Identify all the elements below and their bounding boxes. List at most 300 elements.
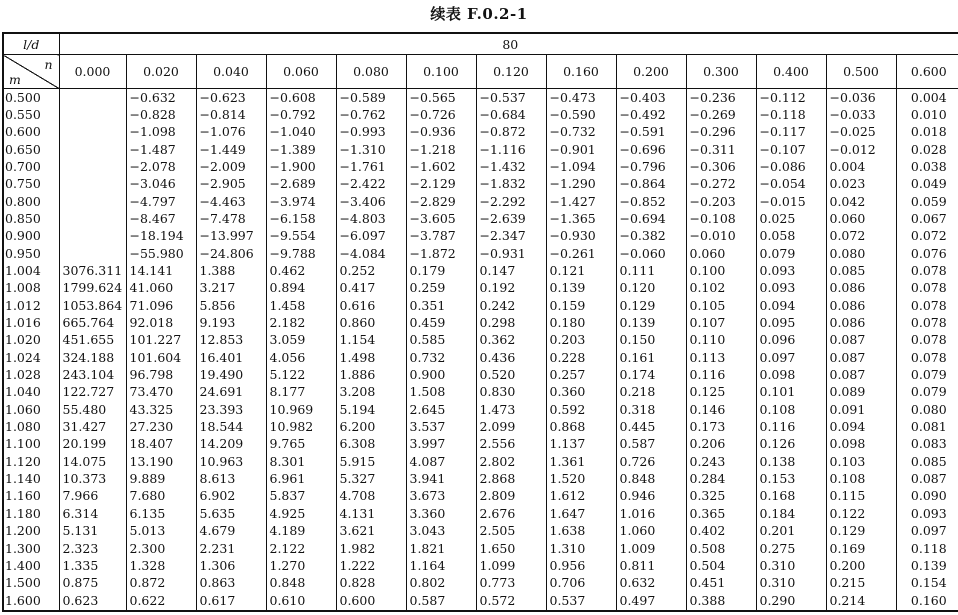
table-cell: 0.203 (546, 332, 616, 349)
n-value-header: 0.120 (476, 55, 546, 89)
table-body (3, 89, 958, 612)
table-cell: −0.726 (406, 106, 476, 123)
table-cell: 0.872 (126, 575, 196, 592)
table-cell: 0.436 (476, 349, 546, 366)
table-cell: 0.080 (896, 401, 958, 418)
table-cell: 0.215 (826, 575, 896, 592)
table-cell: 0.095 (756, 315, 826, 332)
table-cell: 1.473 (476, 401, 546, 418)
table-cell: 3.360 (406, 505, 476, 522)
table-cell: −0.086 (756, 158, 826, 175)
table-cell: −3.046 (126, 176, 196, 193)
table-cell: 0.732 (406, 349, 476, 366)
table-row (3, 505, 958, 522)
table-cell: 0.067 (896, 211, 958, 228)
table-cell: 3.208 (336, 384, 406, 401)
table-cell: 122.727 (59, 384, 126, 401)
table-cell: −0.623 (196, 89, 266, 107)
table-cell: −2.689 (266, 176, 336, 193)
table-cell: 0.129 (616, 297, 686, 314)
m-value-cell: 1.024 (3, 349, 59, 366)
table-cell: −0.203 (686, 193, 756, 210)
table-cell: −0.608 (266, 89, 336, 107)
table-cell: −1.094 (546, 158, 616, 175)
table-cell: 1.154 (336, 332, 406, 349)
m-value-cell: 0.950 (3, 245, 59, 262)
table-cell (59, 106, 126, 123)
table-cell: −0.269 (686, 106, 756, 123)
table-cell: 1.310 (546, 540, 616, 557)
table-cell: 0.023 (826, 176, 896, 193)
table-cell: 0.616 (336, 297, 406, 314)
table-cell: 0.078 (896, 280, 958, 297)
table-cell: 0.079 (896, 384, 958, 401)
table-cell: −3.406 (336, 193, 406, 210)
table-cell: −0.296 (686, 124, 756, 141)
table-cell: −2.129 (406, 176, 476, 193)
table-cell: 9.193 (196, 315, 266, 332)
table-cell: 96.798 (126, 367, 196, 384)
table-cell (59, 158, 126, 175)
table-cell: −0.015 (756, 193, 826, 210)
table-cell: 243.104 (59, 367, 126, 384)
table-cell: 9.765 (266, 436, 336, 453)
table-cell: 0.108 (756, 401, 826, 418)
table-cell: 0.179 (406, 263, 476, 280)
m-value-cell: 0.750 (3, 176, 59, 193)
table-cell (59, 89, 126, 107)
table-cell: 665.764 (59, 315, 126, 332)
table-cell: −3.605 (406, 211, 476, 228)
m-value-cell: 0.650 (3, 141, 59, 158)
table-cell: 0.161 (616, 349, 686, 366)
table-cell: 0.242 (476, 297, 546, 314)
table-cell: −1.761 (336, 158, 406, 175)
table-cell: 0.773 (476, 575, 546, 592)
table-row (3, 176, 958, 193)
table-cell: 0.462 (266, 263, 336, 280)
table-cell: 0.159 (546, 297, 616, 314)
table-cell: −2.422 (336, 176, 406, 193)
table-cell: 5.837 (266, 488, 336, 505)
table-cell: −0.796 (616, 158, 686, 175)
table-cell: 2.505 (476, 523, 546, 540)
table-cell: 3.673 (406, 488, 476, 505)
table-cell: 0.318 (616, 401, 686, 418)
table-row (3, 419, 958, 436)
table-cell: −1.832 (476, 176, 546, 193)
table-cell: 5.194 (336, 401, 406, 418)
table-cell: −2.347 (476, 228, 546, 245)
table-cell: 92.018 (126, 315, 196, 332)
table-cell (59, 176, 126, 193)
table-cell: 1.520 (546, 471, 616, 488)
table-cell: 0.848 (616, 471, 686, 488)
table-cell: 7.680 (126, 488, 196, 505)
m-value-cell: 1.180 (3, 505, 59, 522)
n-value-header: 0.040 (196, 55, 266, 89)
table-cell: 0.098 (756, 367, 826, 384)
table-row (3, 592, 958, 611)
table-cell: 0.086 (826, 297, 896, 314)
table-cell: −0.684 (476, 106, 546, 123)
table-row (3, 557, 958, 574)
table-cell: 0.087 (826, 332, 896, 349)
table-cell: 0.018 (896, 124, 958, 141)
m-value-cell: 1.080 (3, 419, 59, 436)
table-cell: 2.231 (196, 540, 266, 557)
table-cell: 0.089 (826, 384, 896, 401)
table-cell: 0.587 (406, 592, 476, 611)
table-cell: −2.009 (196, 158, 266, 175)
table-cell: −55.980 (126, 245, 196, 262)
table-cell: 2.645 (406, 401, 476, 418)
table-cell: −0.025 (826, 124, 896, 141)
table-cell: 0.058 (756, 228, 826, 245)
table-cell: −0.901 (546, 141, 616, 158)
table-cell: −0.814 (196, 106, 266, 123)
table-cell: −2.078 (126, 158, 196, 175)
table-cell: 1799.624 (59, 280, 126, 297)
table-cell: −0.492 (616, 106, 686, 123)
table-title: 续表 F.0.2-1 (430, 5, 528, 23)
table-cell: −2.639 (476, 211, 546, 228)
table-cell: −0.473 (546, 89, 616, 107)
m-value-cell: 1.060 (3, 401, 59, 418)
table-cell: 4.189 (266, 523, 336, 540)
table-cell: 0.113 (686, 349, 756, 366)
table-cell: 1.886 (336, 367, 406, 384)
table-cell: 0.091 (826, 401, 896, 418)
table-cell: −3.787 (406, 228, 476, 245)
table-cell: −0.591 (616, 124, 686, 141)
table-cell: 43.325 (126, 401, 196, 418)
m-value-cell: 1.020 (3, 332, 59, 349)
table-cell: 24.691 (196, 384, 266, 401)
table-cell: −3.974 (266, 193, 336, 210)
m-value-cell: 1.040 (3, 384, 59, 401)
table-cell (59, 228, 126, 245)
table-cell (59, 193, 126, 210)
table-cell: 0.537 (546, 592, 616, 611)
table-cell: −1.427 (546, 193, 616, 210)
table-cell: 0.072 (896, 228, 958, 245)
table-cell: 0.592 (546, 401, 616, 418)
table-cell: 73.470 (126, 384, 196, 401)
table-cell: 324.188 (59, 349, 126, 366)
table-row (3, 367, 958, 384)
table-cell: 0.610 (266, 592, 336, 611)
m-value-cell: 0.700 (3, 158, 59, 175)
table-cell: 4.679 (196, 523, 266, 540)
table-cell: 0.632 (616, 575, 686, 592)
table-cell: −0.012 (826, 141, 896, 158)
table-cell: 16.401 (196, 349, 266, 366)
table-cell: 0.078 (896, 315, 958, 332)
table-cell: 0.259 (406, 280, 476, 297)
table-cell: 4.087 (406, 453, 476, 470)
table-row (3, 297, 958, 314)
table-cell: 0.098 (826, 436, 896, 453)
table-cell: 0.946 (616, 488, 686, 505)
table-cell: 0.042 (826, 193, 896, 210)
table-cell: 10.373 (59, 471, 126, 488)
table-cell: −24.806 (196, 245, 266, 262)
table-row (3, 89, 958, 107)
table-cell: −1.290 (546, 176, 616, 193)
table-row (3, 158, 958, 175)
table-cell: 0.139 (546, 280, 616, 297)
table-cell: −4.797 (126, 193, 196, 210)
table-cell: 0.417 (336, 280, 406, 297)
table-cell: 71.096 (126, 297, 196, 314)
table-cell: 1.388 (196, 263, 266, 280)
n-value-header: 0.300 (686, 55, 756, 89)
table-cell: 0.010 (896, 106, 958, 123)
table-cell (59, 211, 126, 228)
m-value-cell: 1.300 (3, 540, 59, 557)
table-cell: 0.169 (826, 540, 896, 557)
table-cell: 0.116 (756, 419, 826, 436)
table-cell: 0.201 (756, 523, 826, 540)
table-cell: −13.997 (196, 228, 266, 245)
table-cell: 1.270 (266, 557, 336, 574)
table-cell: 0.085 (826, 263, 896, 280)
m-value-cell: 1.400 (3, 557, 59, 574)
n-value-header: 0.200 (616, 55, 686, 89)
table-cell: 0.508 (686, 540, 756, 557)
table-cell: 0.126 (756, 436, 826, 453)
m-n-diagonal-header (3, 55, 59, 89)
table-cell: 0.072 (826, 228, 896, 245)
table-cell: 0.192 (476, 280, 546, 297)
table-cell: 5.131 (59, 523, 126, 540)
table-cell: 5.635 (196, 505, 266, 522)
n-axis-label: n (44, 57, 53, 72)
table-cell: 0.060 (686, 245, 756, 262)
table-cell: 2.122 (266, 540, 336, 557)
table-cell: −0.762 (336, 106, 406, 123)
table-cell: −0.010 (686, 228, 756, 245)
table-cell: 0.623 (59, 592, 126, 611)
table-cell: 0.110 (686, 332, 756, 349)
table-cell: 0.122 (826, 505, 896, 522)
table-cell: 5.327 (336, 471, 406, 488)
table-cell: −0.306 (686, 158, 756, 175)
table-row (3, 384, 958, 401)
table-cell: 1.458 (266, 297, 336, 314)
table-cell: 0.894 (266, 280, 336, 297)
table-cell: 0.116 (686, 367, 756, 384)
table-row (3, 349, 958, 366)
table-cell: 0.085 (896, 453, 958, 470)
table-cell: 0.362 (476, 332, 546, 349)
table-cell: −1.365 (546, 211, 616, 228)
table-cell: −0.537 (476, 89, 546, 107)
table-cell: 0.956 (546, 557, 616, 574)
table-cell: 1.982 (336, 540, 406, 557)
table-cell: 0.086 (826, 315, 896, 332)
table-cell: 5.013 (126, 523, 196, 540)
m-value-cell: 0.850 (3, 211, 59, 228)
ld-header-label: l/d (3, 33, 59, 55)
table-cell: 0.129 (826, 523, 896, 540)
table-cell: 0.093 (896, 505, 958, 522)
table-cell: 1.821 (406, 540, 476, 557)
table-cell: −4.463 (196, 193, 266, 210)
table-cell: 0.360 (546, 384, 616, 401)
table-cell: −2.905 (196, 176, 266, 193)
m-value-cell: 1.200 (3, 523, 59, 540)
table-cell: 0.083 (896, 436, 958, 453)
table-row (3, 211, 958, 228)
table-cell: 0.004 (896, 89, 958, 107)
m-value-cell: 0.500 (3, 89, 59, 107)
table-cell: 1.137 (546, 436, 616, 453)
table-cell: 0.275 (756, 540, 826, 557)
table-cell: 0.079 (756, 245, 826, 262)
table-cell: 0.173 (686, 419, 756, 436)
table-cell: 4.131 (336, 505, 406, 522)
table-cell: 0.150 (616, 332, 686, 349)
table-cell: 2.300 (126, 540, 196, 557)
table-cell: 0.310 (756, 575, 826, 592)
table-cell: 0.402 (686, 523, 756, 540)
table-cell: 0.257 (546, 367, 616, 384)
table-cell: 0.087 (826, 367, 896, 384)
table-cell: 20.199 (59, 436, 126, 453)
table-cell: 0.139 (616, 315, 686, 332)
table-cell: 0.828 (336, 575, 406, 592)
table-cell: 31.427 (59, 419, 126, 436)
table-cell: 0.121 (546, 263, 616, 280)
table-cell: 0.585 (406, 332, 476, 349)
table-cell: 0.290 (756, 592, 826, 611)
table-cell: 101.227 (126, 332, 196, 349)
table-cell: −2.829 (406, 193, 476, 210)
table-cell: 2.676 (476, 505, 546, 522)
m-value-cell: 0.900 (3, 228, 59, 245)
table-cell: 0.100 (686, 263, 756, 280)
table-cell: 0.087 (896, 471, 958, 488)
table-cell: 0.520 (476, 367, 546, 384)
table-cell: 0.168 (756, 488, 826, 505)
table-cell: 0.214 (826, 592, 896, 611)
table-cell: 1.009 (616, 540, 686, 557)
table-cell: 0.079 (896, 367, 958, 384)
m-value-cell: 0.550 (3, 106, 59, 123)
table-cell: 0.094 (756, 297, 826, 314)
m-axis-label: m (9, 72, 21, 87)
table-cell: 0.004 (826, 158, 896, 175)
table-cell: 0.445 (616, 419, 686, 436)
table-cell: 3.043 (406, 523, 476, 540)
table-cell: 5.856 (196, 297, 266, 314)
table-cell: 1.361 (546, 453, 616, 470)
table-cell: 27.230 (126, 419, 196, 436)
table-cell: 0.105 (686, 297, 756, 314)
table-cell: 0.076 (896, 245, 958, 262)
table-row (3, 124, 958, 141)
table-cell: 0.848 (266, 575, 336, 592)
table-row (3, 245, 958, 262)
table-cell: −1.076 (196, 124, 266, 141)
table-cell: 1.638 (546, 523, 616, 540)
table-cell: 3076.311 (59, 263, 126, 280)
table-row (3, 575, 958, 592)
table-cell: −9.554 (266, 228, 336, 245)
table-cell: 0.365 (686, 505, 756, 522)
table-cell: 0.600 (336, 592, 406, 611)
table-cell: 6.902 (196, 488, 266, 505)
table-cell: 1.508 (406, 384, 476, 401)
table-cell: −8.467 (126, 211, 196, 228)
n-value-header: 0.500 (826, 55, 896, 89)
table-cell: 0.118 (896, 540, 958, 557)
table-cell: 10.982 (266, 419, 336, 436)
table-cell: 18.407 (126, 436, 196, 453)
table-cell: 0.097 (756, 349, 826, 366)
table-cell: −1.602 (406, 158, 476, 175)
table-cell: 0.298 (476, 315, 546, 332)
table-cell (59, 245, 126, 262)
table-cell: 0.218 (616, 384, 686, 401)
table-cell: 4.056 (266, 349, 336, 366)
table-cell: 0.451 (686, 575, 756, 592)
table-cell: 19.490 (196, 367, 266, 384)
table-cell: 0.206 (686, 436, 756, 453)
table-cell: 0.094 (826, 419, 896, 436)
table-cell: 3.941 (406, 471, 476, 488)
table-cell: −0.117 (756, 124, 826, 141)
m-value-cell: 1.160 (3, 488, 59, 505)
table-cell: 1.016 (616, 505, 686, 522)
table-cell: 0.802 (406, 575, 476, 592)
table-row (3, 471, 958, 488)
table-cell: 0.093 (756, 280, 826, 297)
table-cell: 2.182 (266, 315, 336, 332)
table-cell: 1.498 (336, 349, 406, 366)
table-row (3, 488, 958, 505)
table-row (3, 401, 958, 418)
table-row (3, 106, 958, 123)
table-cell: 6.308 (336, 436, 406, 453)
table-cell: 0.830 (476, 384, 546, 401)
ld-value-header: 80 (59, 33, 958, 55)
table-cell: 5.122 (266, 367, 336, 384)
table-cell: 4.708 (336, 488, 406, 505)
table-cell: −0.930 (546, 228, 616, 245)
table-cell: 18.544 (196, 419, 266, 436)
table-cell: 1.328 (126, 557, 196, 574)
table-cell: 0.811 (616, 557, 686, 574)
m-value-cell: 1.028 (3, 367, 59, 384)
table-cell: 0.103 (826, 453, 896, 470)
table-cell: 0.146 (686, 401, 756, 418)
table-cell: −2.292 (476, 193, 546, 210)
table-cell: 0.180 (546, 315, 616, 332)
table-cell: 0.174 (616, 367, 686, 384)
table-cell: 8.301 (266, 453, 336, 470)
table-cell: 3.059 (266, 332, 336, 349)
n-value-header: 0.400 (756, 55, 826, 89)
table-cell: 0.284 (686, 471, 756, 488)
table-row (3, 141, 958, 158)
n-value-header: 0.100 (406, 55, 476, 89)
table-cell: 0.086 (826, 280, 896, 297)
m-value-cell: 1.600 (3, 592, 59, 611)
n-value-header: 0.600 (896, 55, 958, 89)
